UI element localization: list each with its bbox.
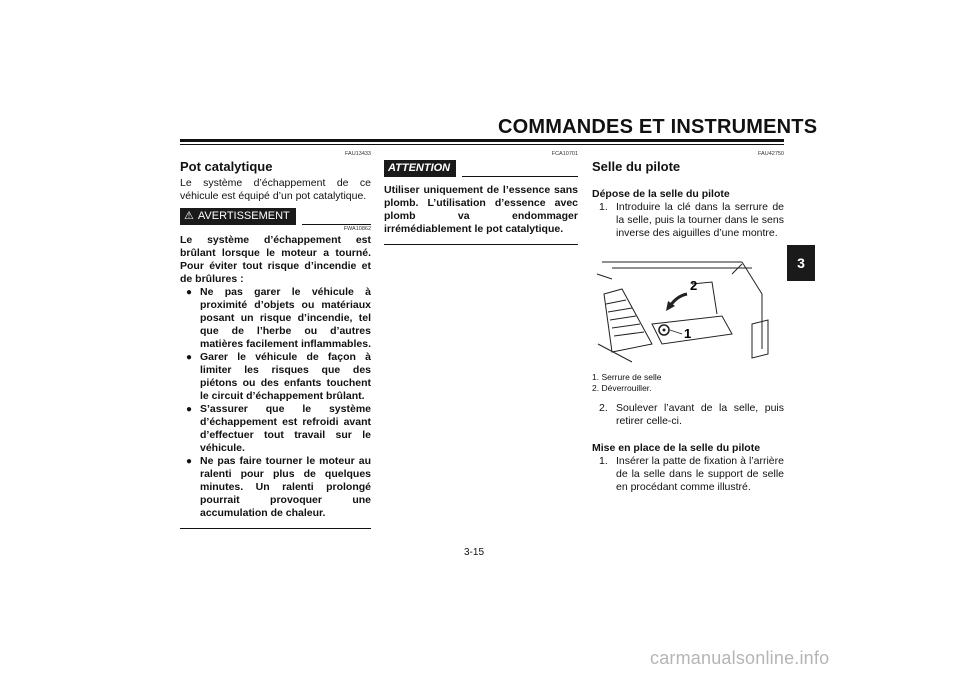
bullet-icon: ●: [186, 287, 193, 298]
removal-steps-cont: [592, 402, 784, 428]
bullet-icon: ●: [186, 456, 193, 467]
step-text: Soulever l’avant de la selle, puis retirer celle-ci.: [616, 402, 784, 427]
page-title: COMMANDES ET INSTRUMENTS: [498, 116, 818, 138]
figure-captions: [592, 372, 784, 394]
ref-code: FAU42750: [758, 151, 784, 157]
step-number: 1.: [599, 455, 608, 467]
list-item: [592, 402, 784, 428]
column-seat: [592, 150, 784, 494]
step-text: Introduire la clé dans la serrure de la selle, puis la tourner dans le sens inverse des aiguilles d’une montre.: [616, 201, 784, 239]
section-title-seat: Selle du pilote: [592, 159, 681, 174]
column-catalytic: [180, 150, 371, 529]
warning-label: AVERTISSEMENT: [197, 210, 290, 222]
step-number: 1.: [599, 201, 608, 213]
list-item: [180, 403, 371, 455]
attention-end-rule: [384, 244, 578, 245]
column-attention: [384, 150, 578, 245]
header-rule-thin: [180, 144, 784, 145]
ref-code: FAU13433: [345, 151, 371, 157]
attention-label: ATTENTION: [388, 162, 451, 174]
watermark: carmanualsonline.info: [650, 648, 830, 668]
chapter-tab: 3: [787, 245, 815, 281]
seat-lock-illustration: [592, 254, 770, 364]
caption: 2. Déverrouiller.: [592, 383, 652, 393]
warning-bullets: [180, 286, 371, 520]
list-item: [592, 201, 784, 240]
bullet-icon: ●: [186, 352, 193, 363]
bullet-icon: ●: [186, 404, 193, 415]
subhead-removal: Dépose de la selle du pilote: [592, 188, 730, 200]
ref-code: FCA10701: [551, 151, 578, 157]
bullet-text: Ne pas garer le véhicule à proximité d’objets ou matériaux posant un risque d’incendie, tel que de l’herbe ou d’autres matières facilement inflammables.: [200, 286, 371, 350]
attention-header: [384, 160, 578, 177]
list-item: [592, 455, 784, 494]
bullet-text: Ne pas faire tourner le moteur au ralenti pour plus de quelques minutes. Un ralenti prolongé pourrait provoquer une accumulation de chaleur.: [200, 455, 371, 519]
install-steps: [592, 455, 784, 494]
step-text: Insérer la patte de fixation à l’arrière de la selle dans le support de selle en procédant comme illustré.: [616, 455, 784, 493]
warning-triangle-icon: ⚠: [184, 210, 194, 222]
intro-text: Le système d’échappement de ce véhicule est équipé d’un pot catalytique.: [180, 177, 371, 202]
attention-badge: [384, 160, 456, 177]
attention-rule: [462, 176, 578, 177]
warning-end-rule: [180, 528, 371, 529]
bullet-text: S’assurer que le système d’échappement est refroidi avant d’effectuer tout travail sur le véhicule.: [200, 403, 371, 454]
caption: 1. Serrure de selle: [592, 372, 662, 382]
list-item: [180, 286, 371, 351]
subhead-install: Mise en place de la selle du pilote: [592, 442, 761, 454]
page-number: 3-15: [464, 547, 485, 558]
header-rule-thick: [180, 139, 784, 142]
attention-text: Utiliser uniquement de l’essence sans plomb. L’utilisation d’essence avec plomb va endommager irrémédiablement le pot catalytique.: [384, 184, 578, 235]
bullet-text: Garer le véhicule de façon à limiter les risques que des piétons ou des enfants touchent le circuit d’échappement brûlant.: [200, 351, 371, 402]
figure-label-2: 2: [690, 278, 698, 293]
list-item: [180, 351, 371, 403]
list-item: [180, 455, 371, 520]
figure-label-1: 1: [684, 326, 692, 341]
warning-header: [180, 208, 371, 225]
ref-code: FWA10862: [343, 226, 371, 232]
warning-text: Le système d’échappement est brûlant lorsque le moteur a tourné. Pour éviter tout risque d’incendie et de brûlures :: [180, 234, 371, 285]
removal-steps: [592, 201, 784, 240]
section-title-catalytic: Pot catalytique: [180, 159, 273, 174]
step-number: 2.: [599, 402, 608, 414]
warning-badge: [180, 208, 296, 225]
